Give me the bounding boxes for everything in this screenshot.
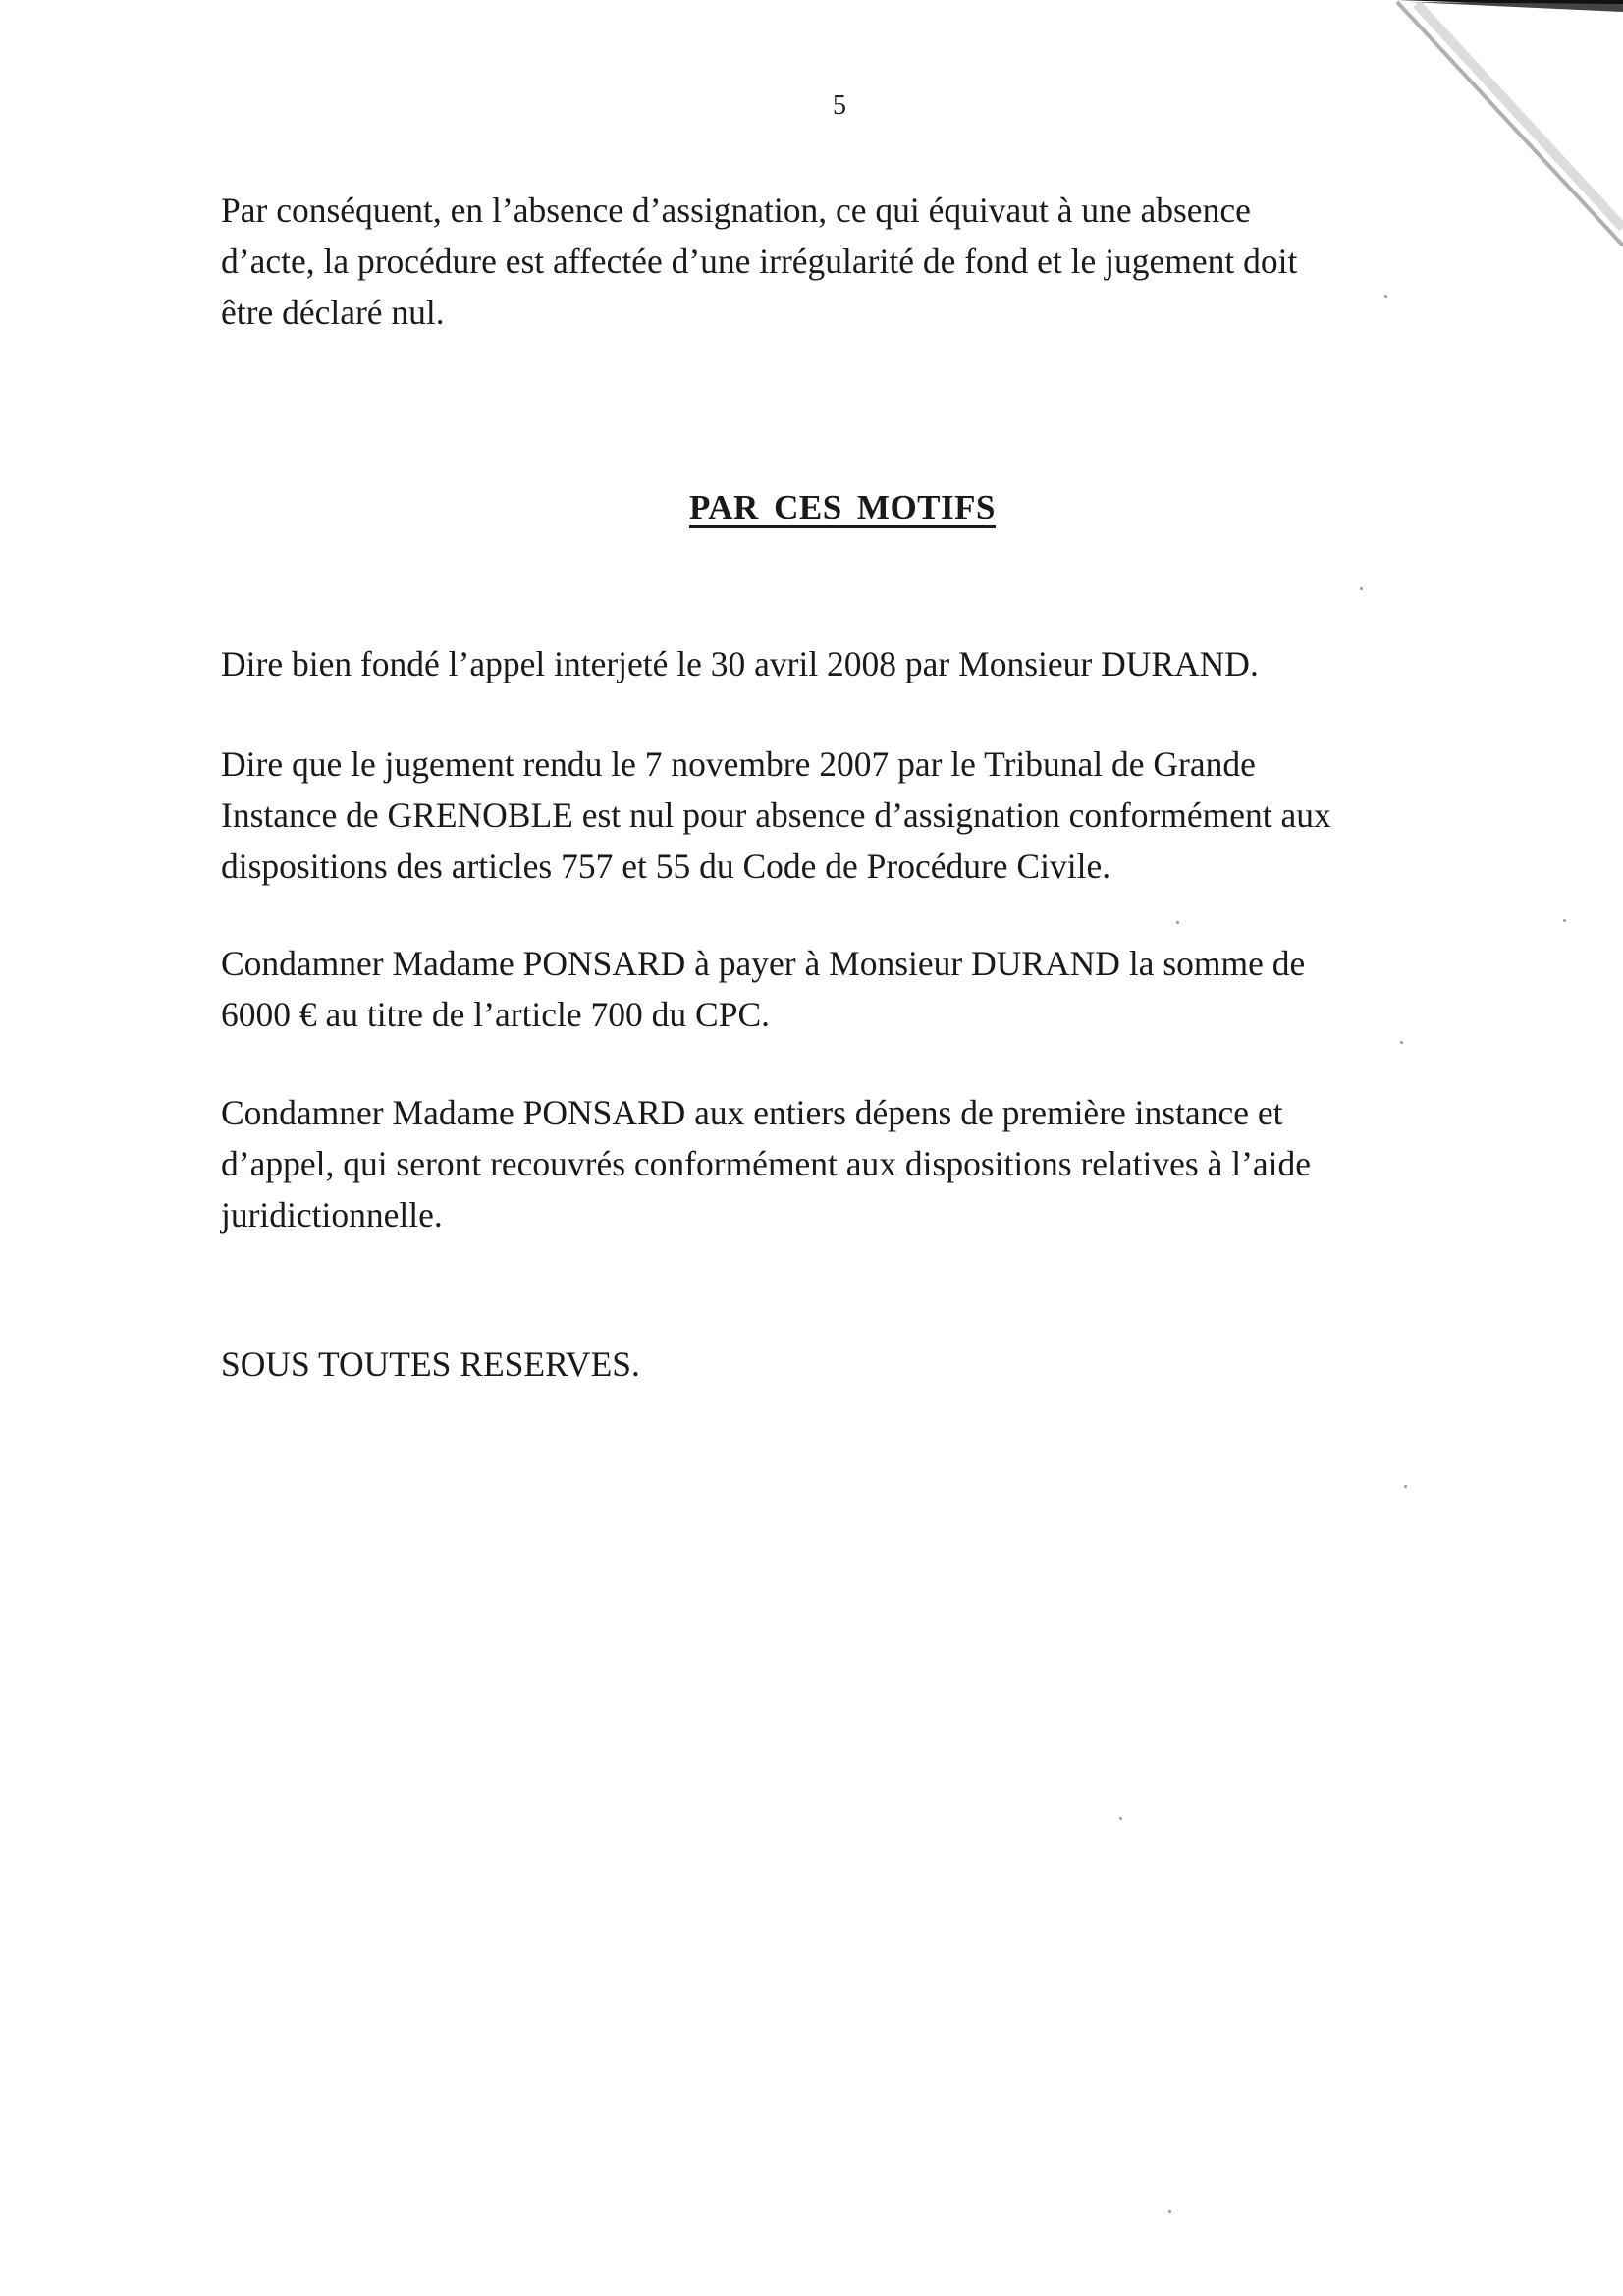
scan-speck [1563,919,1566,922]
scan-speck [1176,921,1179,924]
text-line: d’acte, la procédure est affectée d’une irrégularité de fond et le jugement doit [221,242,1298,281]
paragraph-judgment [221,738,1458,892]
scan-speck [1119,1817,1122,1820]
text-line: SOUS TOUTES RESERVES. [221,1344,640,1384]
paragraph-costs [221,1087,1458,1240]
scan-speck [1404,1485,1407,1488]
closing-statement [221,1339,1458,1390]
text-line: Condamner Madame PONSARD à payer à Monsieur DURAND la somme de [221,944,1306,983]
text-line: Dire bien fondé l’appel interjeté le 30 avril 2008 par Monsieur DURAND. [221,644,1259,683]
paragraph-intro [221,185,1458,338]
paragraph-payment [221,938,1458,1040]
text-line: être déclaré nul. [221,293,445,332]
scan-speck [1384,295,1387,298]
text-line: dispositions des articles 757 et 55 du Code de Procédure Civile. [221,847,1111,886]
text-line: juridictionnelle. [221,1195,443,1234]
text-line: Instance de GRENOBLE est nul pour absence d’assignation conformément aux [221,795,1331,835]
scan-speck [1168,2210,1171,2213]
paragraph-appeal [221,638,1458,689]
scan-speck [1360,587,1363,590]
page-number: 5 [833,90,846,121]
text-line: Par conséquent, en l’absence d’assignation, ce qui équivaut à une absence [221,191,1251,230]
text-line: d’appel, qui seront recouvrés conformément aux dispositions relatives à l’aide [221,1144,1312,1183]
scan-speck [1400,1041,1403,1044]
text-line: Dire que le jugement rendu le 7 novembre 2007 par le Tribunal de Grande [221,744,1256,784]
text-line: Condamner Madame PONSARD aux entiers dépens de première instance et [221,1093,1283,1132]
text-line: 6000 € au titre de l’article 700 du CPC. [221,995,771,1034]
section-heading: PAR CES MOTIFS [689,488,996,526]
